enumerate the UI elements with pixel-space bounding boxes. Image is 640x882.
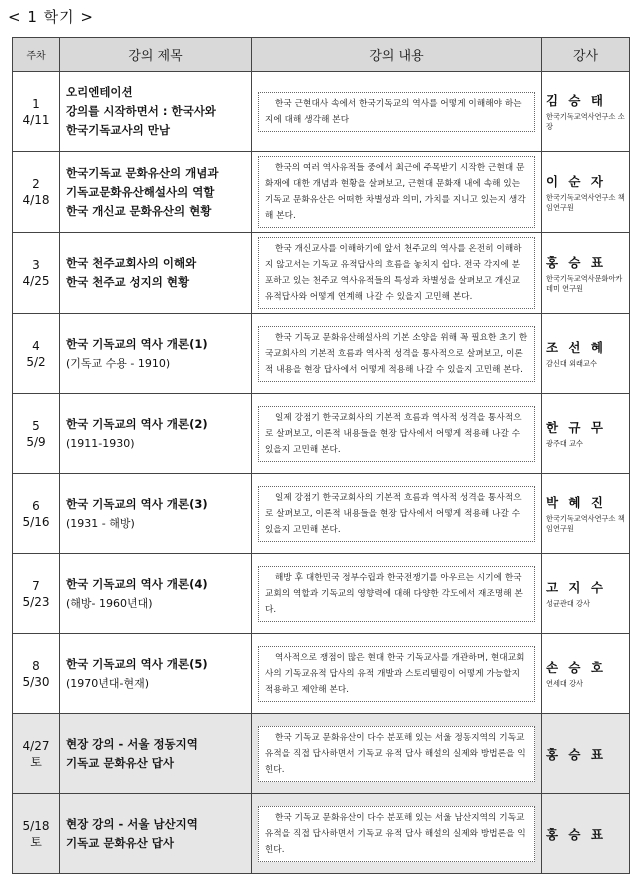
header-title: 강의 제목 xyxy=(60,38,252,72)
week-cell xyxy=(13,314,60,394)
week-cell xyxy=(13,72,60,152)
lecture-title-line: 현장 강의 - 서울 정동지역 xyxy=(66,736,198,751)
week-number: 5 xyxy=(32,418,40,433)
week-cell xyxy=(13,233,60,314)
lecturer-affiliation: 광주대 교수 xyxy=(546,439,584,448)
lecture-date: 4/11 xyxy=(22,112,50,127)
table-row xyxy=(13,314,630,394)
table-row xyxy=(13,394,630,474)
lecture-title-line: 한국 기독교의 역사 개론(1) xyxy=(66,336,208,351)
lecture-title-line: 오리엔테이션 xyxy=(66,85,133,99)
semester-title: < 1 학기 > xyxy=(8,8,94,26)
lecture-period: (해방- 1960년대) xyxy=(66,596,153,610)
lecturer-affiliation: 성균관대 강사 xyxy=(546,599,590,608)
lecture-date: 5/9 xyxy=(26,434,46,449)
week-cell xyxy=(13,152,60,233)
lecturer-name: 조 선 혜 xyxy=(546,340,606,355)
lecture-date: 토 xyxy=(30,754,42,769)
table-body xyxy=(13,72,630,874)
lecture-title-cell xyxy=(60,714,252,794)
lecturer-name: 한 규 무 xyxy=(546,420,606,435)
lecture-date: 5/2 xyxy=(26,354,46,369)
lecture-description: 해방 후 대한민국 정부수립과 한국전쟁기를 아우르는 시기에 한국교회의 역할과 기독교의 영향력에 대해 다양한 각도에서 재조명해 본다. xyxy=(258,566,535,622)
table-row xyxy=(13,554,630,634)
lecturer-cell xyxy=(542,314,630,394)
lecturer-cell xyxy=(542,72,630,152)
table-row xyxy=(13,634,630,714)
lecture-title-cell xyxy=(60,634,252,714)
lecture-description: 한국 기독교 문화유산이 다수 분포해 있는 서울 남산지역의 기독교유적을 직접 답사하면서 기독교 유적 답사 해설의 실제와 방법론을 익힌다. xyxy=(258,806,535,862)
lecture-title-line: 기독교 문화유산 답사 xyxy=(66,755,174,770)
lecturer-affiliation: 연세대 강사 xyxy=(546,679,584,688)
lecture-title-line: 한국 기독교의 역사 개론(5) xyxy=(66,656,208,671)
week-number: 8 xyxy=(32,658,40,673)
lecturer-cell xyxy=(542,394,630,474)
lecture-description: 한국 기독교 문화유산해설사의 기본 소양을 위해 꼭 필요한 초기 한국교회사의 기본적 흐름과 역사적 성격을 통사적으로 살펴보고, 이론적 내용을 현장 답사에서 어떻게 적용해 나갈 수 있을지 고민해 본다. xyxy=(258,326,535,382)
header-week: 주차 xyxy=(13,38,60,72)
lecture-period: (1911-1930) xyxy=(66,436,135,450)
lecture-title-line: 한국 천주교회사의 이해와 xyxy=(66,256,197,270)
lecturer-name: 홍 승 표 xyxy=(546,254,606,270)
lecture-period: (1970년대-현재) xyxy=(66,676,150,690)
week-number: 3 xyxy=(32,258,40,272)
lecturer-cell xyxy=(542,233,630,314)
table-row xyxy=(13,152,630,233)
week-number: 4/27 xyxy=(22,738,50,753)
table-row xyxy=(13,714,630,794)
table-header-row xyxy=(13,38,630,72)
lecturer-name: 홍 승 표 xyxy=(546,826,606,842)
week-cell xyxy=(13,794,60,874)
lecture-title-cell xyxy=(60,152,252,233)
lecturer-cell xyxy=(542,474,630,554)
lecturer-cell xyxy=(542,554,630,634)
table-row xyxy=(13,474,630,554)
lecturer-cell xyxy=(542,634,630,714)
lecture-title-line: 한국 기독교의 역사 개론(2) xyxy=(66,416,208,431)
week-cell xyxy=(13,714,60,794)
lecture-content-cell xyxy=(252,314,542,394)
lecturer-affiliation: 한국기독교역사문화아카데미 연구원 xyxy=(546,273,623,293)
lecture-content-cell xyxy=(252,554,542,634)
week-number: 6 xyxy=(32,498,40,513)
lecturer-affiliation: 한국기독교역사연구소 책임연구원 xyxy=(546,192,625,212)
lecturer-cell xyxy=(542,794,630,874)
lecture-date: 4/18 xyxy=(22,193,50,207)
lecture-title-line: 한국기독교사의 만남 xyxy=(66,123,170,137)
lecture-date: 5/23 xyxy=(22,594,50,609)
lecture-description: 일제 강점기 한국교회사의 기본적 흐름과 역사적 성격을 통사적으로 살펴보고, 이론적 내용들을 현장 답사에서 어떻게 적용해 나갈 수 있을지 고민해 본다. xyxy=(258,486,535,542)
lecture-title-line: 현장 강의 - 서울 남산지역 xyxy=(66,816,198,831)
lecturer-affiliation: 감신대 외래교수 xyxy=(546,359,597,368)
table-row xyxy=(13,233,630,314)
lecture-period: (1931 - 해방) xyxy=(66,516,135,530)
lecture-description: 한국의 여러 역사유적들 중에서 최근에 주목받기 시작한 근현대 문화재에 대한 개념과 현황을 살펴보고, 근현대 문화재 내에 속해 있는 기독교 문화유산은 어떠한 차별성과 의미, 가치를 지니고 있는지 생각해 본다. xyxy=(258,156,535,228)
header-content: 강의 내용 xyxy=(252,38,542,72)
week-number: 1 xyxy=(32,96,40,111)
lecture-content-cell xyxy=(252,794,542,874)
lecture-content-cell xyxy=(252,233,542,314)
week-cell xyxy=(13,394,60,474)
lecturer-name: 박 혜 진 xyxy=(546,495,606,510)
lecture-period: (기독교 수용 - 1910) xyxy=(66,356,171,370)
lecture-title-cell xyxy=(60,794,252,874)
lecture-title-line: 한국 기독교의 역사 개론(3) xyxy=(66,496,208,511)
lecture-description: 역사적으로 쟁점이 많은 현대 한국 기독교사를 개관하며, 현대교회사의 기독교유적 답사의 유적 개발과 스토리텔링이 어떻게 가능할지 적용하고 제안해 본다. xyxy=(258,646,535,702)
lecturer-name: 손 승 호 xyxy=(546,660,606,675)
week-number: 5/18 xyxy=(22,818,50,833)
lecture-content-cell xyxy=(252,634,542,714)
lecture-title-line: 기독교문화유산해설사의 역할 xyxy=(66,184,215,199)
lecture-title-line: 한국기독교 문화유산의 개념과 xyxy=(66,165,219,180)
lecture-title-cell xyxy=(60,314,252,394)
lecture-title-line: 한국 개신교 문화유산의 현황 xyxy=(66,203,212,218)
lecturer-name: 고 지 수 xyxy=(546,580,606,595)
lecture-schedule-table xyxy=(12,37,630,874)
header-lecturer: 강사 xyxy=(542,38,630,72)
lecture-title-cell xyxy=(60,394,252,474)
week-cell xyxy=(13,554,60,634)
lecturer-name: 이 순 자 xyxy=(546,173,606,189)
lecture-title-cell xyxy=(60,233,252,314)
lecture-content-cell xyxy=(252,72,542,152)
lecture-title-cell xyxy=(60,474,252,554)
lecture-date: 4/25 xyxy=(22,274,50,288)
week-cell xyxy=(13,634,60,714)
lecture-date: 5/16 xyxy=(22,514,50,529)
lecturer-affiliation: 한국기독교역사연구소 책임연구원 xyxy=(546,514,625,533)
lecture-description: 한국 기독교 문화유산이 다수 분포해 있는 서울 정동지역의 기독교유적을 직접 답사하면서 기독교 유적 답사 해설의 실제와 방법론을 익힌다. xyxy=(258,726,535,782)
week-number: 7 xyxy=(32,578,40,593)
lecturer-affiliation: 한국기독교역사연구소 소장 xyxy=(546,112,625,131)
table-row xyxy=(13,794,630,874)
lecture-date: 5/30 xyxy=(22,674,50,689)
lecture-description: 한국 근현대사 속에서 한국기독교의 역사를 어떻게 이해해야 하는지에 대해 생각해 본다 xyxy=(258,92,535,132)
table-row xyxy=(13,72,630,152)
lecture-content-cell xyxy=(252,714,542,794)
lecture-title-line: 한국 천주교 성지의 현황 xyxy=(66,275,190,289)
week-number: 2 xyxy=(32,177,40,191)
lecture-title-line: 강의를 시작하면서 : 한국사와 xyxy=(66,104,216,118)
lecture-description: 한국 개신교사를 이해하기에 앞서 천주교의 역사를 온전히 이해하지 않고서는 기독교 유적답사의 흐름을 놓치지 쉽다. 전국 각지에 분포하고 있는 천주교 역사유적들의 특성과 차별성을 살펴보고 개신교 유적답사와 어떻게 연계해 나갈 수 있을지 고민해 본다. xyxy=(258,237,535,309)
lecture-title-cell xyxy=(60,554,252,634)
lecture-title-line: 한국 기독교의 역사 개론(4) xyxy=(66,576,208,591)
week-number: 4 xyxy=(32,338,40,353)
lecture-description: 일제 강점기 한국교회사의 기본적 흐름과 역사적 성격을 통사적으로 살펴보고, 이론적 내용들을 현장 답사에서 어떻게 적용해 나갈 수 있을지 고민해 본다. xyxy=(258,406,535,462)
lecturer-cell xyxy=(542,152,630,233)
lecturer-name: 홍 승 표 xyxy=(546,746,606,762)
lecture-title-cell xyxy=(60,72,252,152)
lecture-content-cell xyxy=(252,474,542,554)
lecture-content-cell xyxy=(252,152,542,233)
lecturer-name: 김 승 태 xyxy=(546,93,606,108)
lecture-date: 토 xyxy=(30,834,42,849)
week-cell xyxy=(13,474,60,554)
lecture-title-line: 기독교 문화유산 답사 xyxy=(66,835,174,850)
lecturer-cell xyxy=(542,714,630,794)
lecture-content-cell xyxy=(252,394,542,474)
